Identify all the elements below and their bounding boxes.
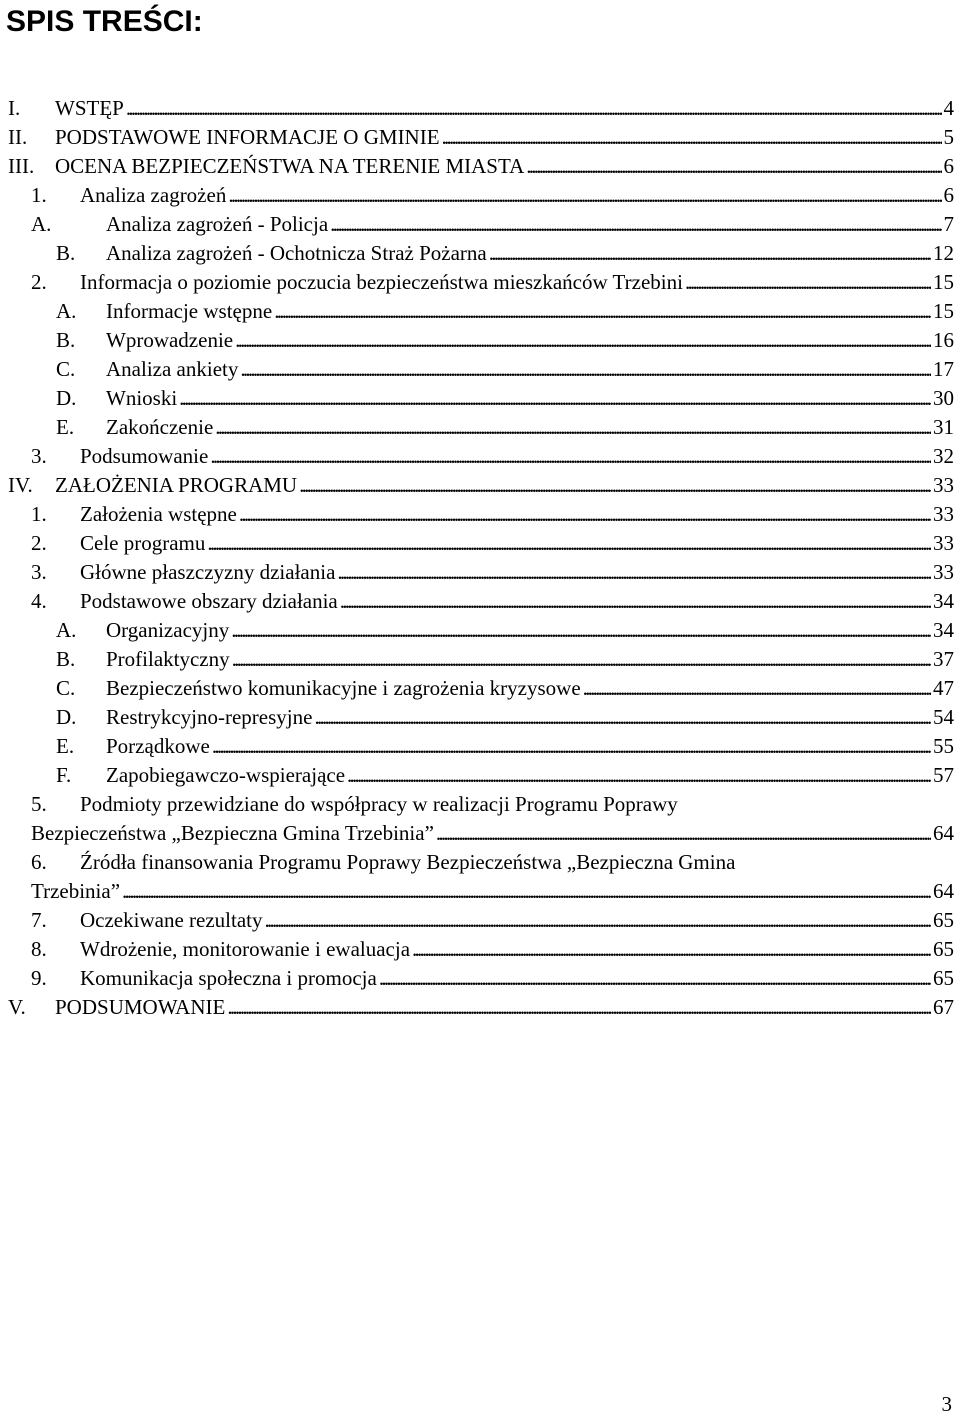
- toc-entry-title: Restrykcyjno-represyjne: [106, 705, 313, 729]
- toc-entry[interactable]: [31, 181, 954, 210]
- toc-entry[interactable]: [31, 964, 954, 993]
- toc-entry-page: 6: [943, 154, 954, 178]
- toc-entry-number: 2.: [31, 270, 47, 294]
- toc-entry-page: 65: [933, 966, 954, 990]
- toc-dot-leader: [231, 616, 931, 645]
- toc-entry-title: Źródła finansowania Programu Poprawy Bezpieczeństwa „Bezpieczna Gmina: [80, 850, 736, 874]
- toc-entry-page: 37: [933, 647, 954, 671]
- toc-entry-title: Zakończenie: [106, 415, 214, 439]
- toc-entry-number: C.: [56, 676, 76, 700]
- toc-entry-number: E.: [56, 415, 75, 439]
- toc-entry-number: B.: [56, 647, 76, 671]
- toc-entry-page: 57: [933, 763, 954, 787]
- toc-entry-title: Oczekiwane rezultaty: [80, 908, 263, 932]
- toc-entry-page: 47: [933, 676, 954, 700]
- toc-entry-title: Porządkowe: [106, 734, 210, 758]
- toc-entry-number: 3.: [31, 560, 47, 584]
- toc-dot-leader: [685, 268, 931, 297]
- toc-entry-title: Podmioty przewidziane do współpracy w realizacji Programu Poprawy: [80, 792, 678, 816]
- toc-entry-number: III.: [8, 154, 35, 178]
- toc-entry-title: ZAŁOŻENIA PROGRAMU: [55, 473, 298, 497]
- toc-entry-number: F.: [56, 763, 72, 787]
- toc-dot-leader: [122, 877, 931, 906]
- toc-dot-leader: [299, 471, 931, 500]
- toc-entry-number: D.: [56, 386, 77, 410]
- toc-entry[interactable]: [31, 790, 678, 819]
- toc-entry[interactable]: [8, 94, 954, 123]
- toc-dot-leader: [210, 442, 931, 471]
- toc-dot-leader: [274, 297, 931, 326]
- toc-entry[interactable]: [56, 645, 954, 674]
- toc-entry-title-continued: Bezpieczeństwa „Bezpieczna Gmina Trzebinia”: [31, 821, 434, 845]
- toc-entry[interactable]: [31, 529, 954, 558]
- toc-entry-continuation[interactable]: [31, 877, 954, 906]
- toc-entry-number: A.: [31, 212, 52, 236]
- toc-entry[interactable]: [8, 993, 954, 1022]
- toc-dot-leader: [232, 645, 931, 674]
- toc-entry-title: Wnioski: [106, 386, 178, 410]
- toc-entry-page: 33: [933, 502, 954, 526]
- toc-entry-number: 9.: [31, 966, 47, 990]
- toc-entry-title: Wprowadzenie: [106, 328, 234, 352]
- toc-entry[interactable]: [31, 210, 954, 239]
- toc-entry[interactable]: [56, 732, 954, 761]
- toc-entry-page: 55: [933, 734, 954, 758]
- toc-dot-leader: [314, 703, 931, 732]
- toc-entry-number: 1.: [31, 502, 47, 526]
- toc-entry-title: Główne płaszczyzny działania: [80, 560, 336, 584]
- toc-entry-number: IV.: [8, 473, 33, 497]
- toc-entry-title: PODSTAWOWE INFORMACJE O GMINIE: [55, 125, 440, 149]
- toc-entry-title: Analiza zagrożeń - Ochotnicza Straż Pożarna: [106, 241, 487, 265]
- toc-entry[interactable]: [56, 616, 954, 645]
- toc-dot-leader: [227, 993, 931, 1022]
- toc-entry-page: 12: [933, 241, 954, 265]
- toc-entry-page: 4: [943, 96, 954, 120]
- toc-entry[interactable]: [31, 935, 954, 964]
- toc-entry[interactable]: [56, 384, 954, 413]
- toc-entry-title: Analiza zagrożeń: [80, 183, 227, 207]
- toc-entry-page: 17: [933, 357, 954, 381]
- toc-entry-title: Informacja o poziomie poczucia bezpieczeństwa mieszkańców Trzebini: [80, 270, 683, 294]
- toc-entry-title: Podstawowe obszary działania: [80, 589, 338, 613]
- toc-entry-page: 6: [943, 183, 954, 207]
- toc-dot-leader: [412, 935, 931, 964]
- toc-entry[interactable]: [56, 326, 954, 355]
- toc-entry-page: 15: [933, 299, 954, 323]
- toc-entry-page: 30: [933, 386, 954, 410]
- toc-entry-number: E.: [56, 734, 75, 758]
- toc-entry-number: B.: [56, 241, 76, 265]
- toc-entry-page: 34: [933, 618, 954, 642]
- toc-dot-leader: [235, 326, 931, 355]
- toc-dot-leader: [442, 123, 942, 152]
- toc-dot-leader: [436, 819, 931, 848]
- toc-entry[interactable]: [31, 558, 954, 587]
- toc-entry-page: 5: [943, 125, 954, 149]
- toc-entry[interactable]: [31, 268, 954, 297]
- toc-entry-number: I.: [8, 96, 21, 120]
- toc-entry-page: 33: [933, 560, 954, 584]
- toc-entry[interactable]: [56, 703, 954, 732]
- toc-dot-leader: [330, 210, 941, 239]
- toc-entry-continuation[interactable]: [31, 819, 954, 848]
- toc-entry-title: Analiza ankiety: [106, 357, 239, 381]
- toc-entry-page: 33: [933, 473, 954, 497]
- toc-entry-number: 7.: [31, 908, 47, 932]
- toc-entry[interactable]: [56, 355, 954, 384]
- toc-entry-number: II.: [8, 125, 28, 149]
- toc-entry-number: 8.: [31, 937, 47, 961]
- toc-entry-page: 67: [933, 995, 954, 1019]
- toc-entry-page: 65: [933, 908, 954, 932]
- toc-entry-page: 31: [933, 415, 954, 439]
- toc-entry-page: 33: [933, 531, 954, 555]
- toc-entry-number: 4.: [31, 589, 47, 613]
- toc-dot-leader: [489, 239, 931, 268]
- toc-dot-leader: [215, 413, 931, 442]
- toc-entry-page: 16: [933, 328, 954, 352]
- toc-entry-page: 65: [933, 937, 954, 961]
- toc-entry-page: 54: [933, 705, 954, 729]
- toc-dot-leader: [228, 181, 941, 210]
- toc-dot-leader: [526, 152, 941, 181]
- toc-entry-number: A.: [56, 618, 77, 642]
- toc-dot-leader: [212, 732, 931, 761]
- toc-entry-title: Założenia wstępne: [80, 502, 237, 526]
- toc-entry-title: PODSUMOWANIE: [55, 995, 226, 1019]
- toc-entry[interactable]: [56, 413, 954, 442]
- toc-entry[interactable]: [8, 123, 954, 152]
- toc-entry-number: A.: [56, 299, 77, 323]
- toc-entry-title: Organizacyjny: [106, 618, 230, 642]
- page-number: 3: [941, 1392, 952, 1416]
- toc-entry[interactable]: [8, 152, 954, 181]
- toc-entry[interactable]: [31, 848, 735, 877]
- toc-entry-title: Profilaktyczny: [106, 647, 230, 671]
- toc-entry-number: C.: [56, 357, 76, 381]
- toc-dot-leader: [240, 355, 931, 384]
- toc-entry-number: 5.: [31, 792, 47, 816]
- toc-entry-number: D.: [56, 705, 77, 729]
- toc-entry[interactable]: [31, 906, 954, 935]
- toc-dot-leader: [583, 674, 931, 703]
- toc-entry-title: Komunikacja społeczna i promocja: [80, 966, 377, 990]
- page-title: SPIS TREŚCI:: [6, 5, 203, 38]
- toc-entry-number: 3.: [31, 444, 47, 468]
- toc-entry-page: 15: [933, 270, 954, 294]
- toc-entry-title: Podsumowanie: [80, 444, 209, 468]
- toc-entry-title: Zapobiegawczo-wspierające: [106, 763, 346, 787]
- toc-entry-title: Bezpieczeństwo komunikacyjne i zagrożenia kryzysowe: [106, 676, 581, 700]
- toc-entry-title: Analiza zagrożeń - Policja: [106, 212, 329, 236]
- toc-entry-title: OCENA BEZPIECZEŃSTWA NA TERENIE MIASTA: [55, 154, 525, 178]
- toc-entry[interactable]: [56, 297, 954, 326]
- toc-dot-leader: [379, 964, 931, 993]
- toc-entry-page: 64: [933, 879, 954, 903]
- toc-entry-number: 6.: [31, 850, 47, 874]
- toc-entry-page: 34: [933, 589, 954, 613]
- toc-entry-page: 32: [933, 444, 954, 468]
- toc-dot-leader: [337, 558, 931, 587]
- toc-entry-page: 64: [933, 821, 954, 845]
- toc-entry[interactable]: [56, 761, 954, 790]
- toc-dot-leader: [179, 384, 931, 413]
- toc-entry[interactable]: [56, 239, 954, 268]
- toc-entry-page: 7: [943, 212, 954, 236]
- toc-entry-title: Informacje wstępne: [106, 299, 273, 323]
- toc-entry-number: B.: [56, 328, 76, 352]
- toc-entry[interactable]: [31, 587, 954, 616]
- toc-entry[interactable]: [56, 674, 954, 703]
- toc-entry[interactable]: [31, 500, 954, 529]
- toc-dot-leader: [126, 94, 942, 123]
- toc-entry[interactable]: [31, 442, 954, 471]
- toc-dot-leader: [264, 906, 931, 935]
- toc-entry-number: 2.: [31, 531, 47, 555]
- toc-dot-leader: [340, 587, 931, 616]
- toc-entry-title-continued: Trzebinia”: [31, 879, 121, 903]
- toc-entry-title: Cele programu: [80, 531, 206, 555]
- toc-dot-leader: [207, 529, 931, 558]
- toc-entry[interactable]: [8, 471, 954, 500]
- toc-entry-number: V.: [8, 995, 26, 1019]
- toc-dot-leader: [239, 500, 931, 529]
- toc-entry-number: 1.: [31, 183, 47, 207]
- toc-entry-title: WSTĘP: [55, 96, 124, 120]
- toc-entry-title: Wdrożenie, monitorowanie i ewaluacja: [80, 937, 411, 961]
- toc-dot-leader: [347, 761, 931, 790]
